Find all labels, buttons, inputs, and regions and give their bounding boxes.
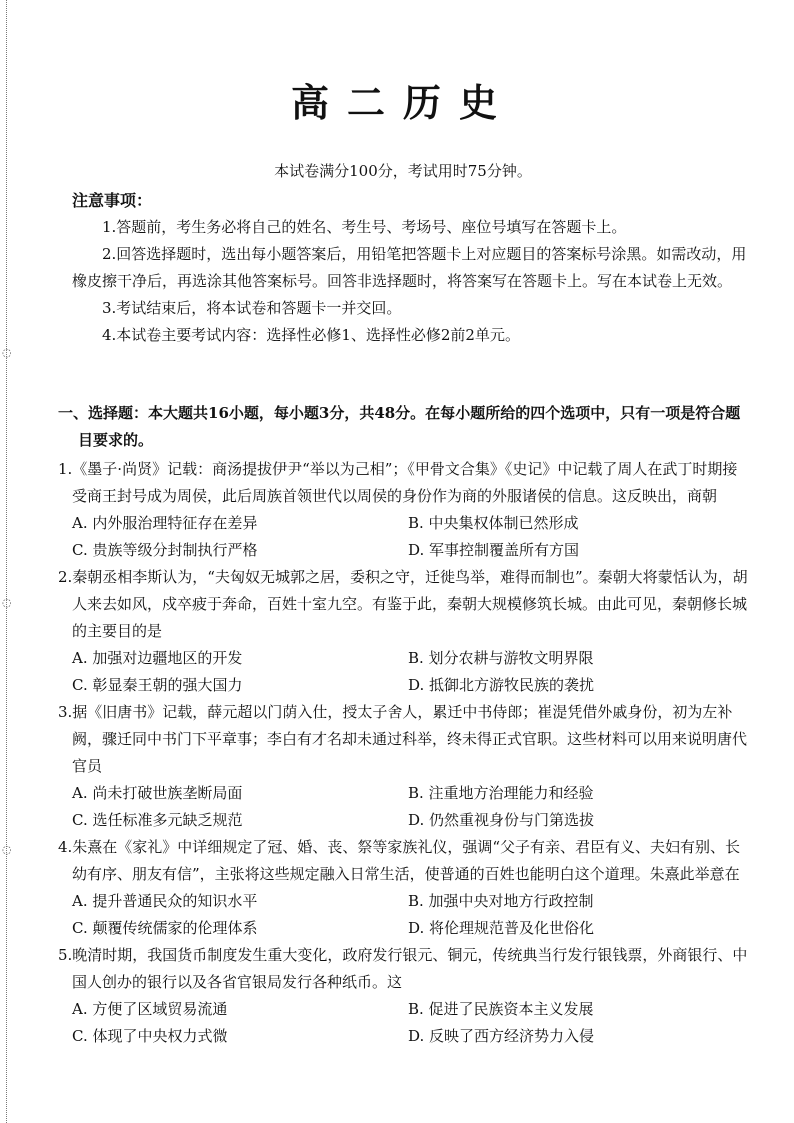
binding-hole-mark: ◌ — [2, 596, 12, 609]
option-c: C. 体现了中央权力式微 — [72, 1027, 228, 1045]
option-b: B. 促进了民族资本主义发展 — [408, 1000, 594, 1018]
question-1 — [58, 456, 748, 564]
question-2 — [58, 564, 748, 699]
option-a: A. 尚未打破世族垄断局面 — [72, 784, 243, 802]
option-c: C. 彰显秦王朝的强大国力 — [72, 676, 243, 694]
question-stem: 4.朱熹在《家礼》中详细规定了冠、婚、丧、祭等家族礼仪，强调“父子有亲、君臣有义、夫妇有别、长幼有序、朋友有信”，主张将这些规定融入日常生活，使普通的百姓也能明白这个道理。朱熹此举意在 — [58, 838, 740, 883]
option-d: D. 仍然重视身份与门第选拔 — [408, 811, 595, 829]
note-item: 3.考试结束后，将本试卷和答题卡一并交回。 — [102, 299, 402, 317]
binding-hole-mark: ◌ — [2, 346, 12, 359]
section-heading: 一、选择题：本大题共16小题，每小题3分，共48分。在每小题所给的四个选项中，只有一项是符合题目要求的。 — [58, 404, 741, 449]
notes-heading: 注意事项： — [72, 191, 153, 210]
question-stem: 3.据《旧唐书》记载，薛元超以门荫入仕，授太子舍人，累迁中书侍郎；崔湜凭借外戚身份，初为左补阙，骤迁同中书门下平章事；李白有才名却未通过科举，终未得正式官职。这些材料可以用来说明唐代官员 — [58, 703, 748, 775]
option-c: C. 选任标准多元缺乏规范 — [72, 811, 243, 829]
binding-hole-mark: ◌ — [2, 843, 12, 856]
exam-info: 本试卷满分100分，考试用时75分钟。 — [274, 162, 532, 180]
option-d: D. 反映了西方经济势力入侵 — [408, 1027, 595, 1045]
question-5 — [58, 942, 748, 1050]
question-stem: 2.秦朝丞相李斯认为，“夫匈奴无城郭之居，委积之守，迁徙鸟举，难得而制也”。秦朝大将蒙恬认为，胡人来去如风，戍卒疲于奔命，百姓十室九空。有鉴于此，秦朝大规模修筑长城。由此可见，秦朝修长城的主要目的是 — [58, 568, 748, 640]
option-b: B. 加强中央对地方行政控制 — [408, 892, 594, 910]
option-d: D. 军事控制覆盖所有方国 — [408, 541, 580, 559]
option-d: D. 将伦理规范普及化世俗化 — [408, 919, 595, 937]
option-a: A. 提升普通民众的知识水平 — [72, 892, 258, 910]
option-b: B. 划分农耕与游牧文明界限 — [408, 649, 594, 667]
option-d: D. 抵御北方游牧民族的袭扰 — [408, 676, 595, 694]
question-3 — [58, 699, 748, 834]
page-title: 高二历史 — [290, 80, 515, 125]
binding-dotted-line — [6, 0, 7, 1123]
question-stem: 1.《墨子·尚贤》记载：商汤提拔伊尹“举以为己相”；《甲骨文合集》《史记》中记载了周人在武丁时期接受商王封号成为周侯，此后周族首领世代以周侯的身份作为商的外服诸侯的信息。这反映出，商朝 — [58, 460, 738, 505]
question-stem: 5.晚清时期，我国货币制度发生重大变化，政府发行银元、铜元，传统典当行发行银钱票，外商银行、中国人创办的银行以及各省官银局发行各种纸币。这 — [58, 946, 748, 991]
question-4 — [58, 834, 748, 942]
option-a: A. 方便了区域贸易流通 — [72, 1000, 228, 1018]
option-b: B. 注重地方治理能力和经验 — [408, 784, 594, 802]
option-a: A. 加强对边疆地区的开发 — [72, 649, 243, 667]
note-item: 2.回答选择题时，选出每小题答案后，用铅笔把答题卡上对应题目的答案标号涂黑。如需改动，用橡皮擦干净后，再选涂其他答案标号。回答非选择题时，将答案写在答题卡上。写在本试卷上无效。 — [72, 245, 747, 290]
note-item: 4.本试卷主要考试内容：选择性必修1、选择性必修2前2单元。 — [102, 326, 520, 344]
option-c: C. 贵族等级分封制执行严格 — [72, 541, 258, 559]
question-list — [58, 456, 748, 1050]
option-b: B. 中央集权体制已然形成 — [408, 514, 579, 532]
notes-list — [72, 214, 752, 349]
option-c: C. 颠覆传统儒家的伦理体系 — [72, 919, 258, 937]
note-item: 1.答题前，考生务必将自己的姓名、考生号、考场号、座位号填写在答题卡上。 — [102, 218, 627, 236]
option-a: A. 内外服治理特征存在差异 — [72, 514, 258, 532]
